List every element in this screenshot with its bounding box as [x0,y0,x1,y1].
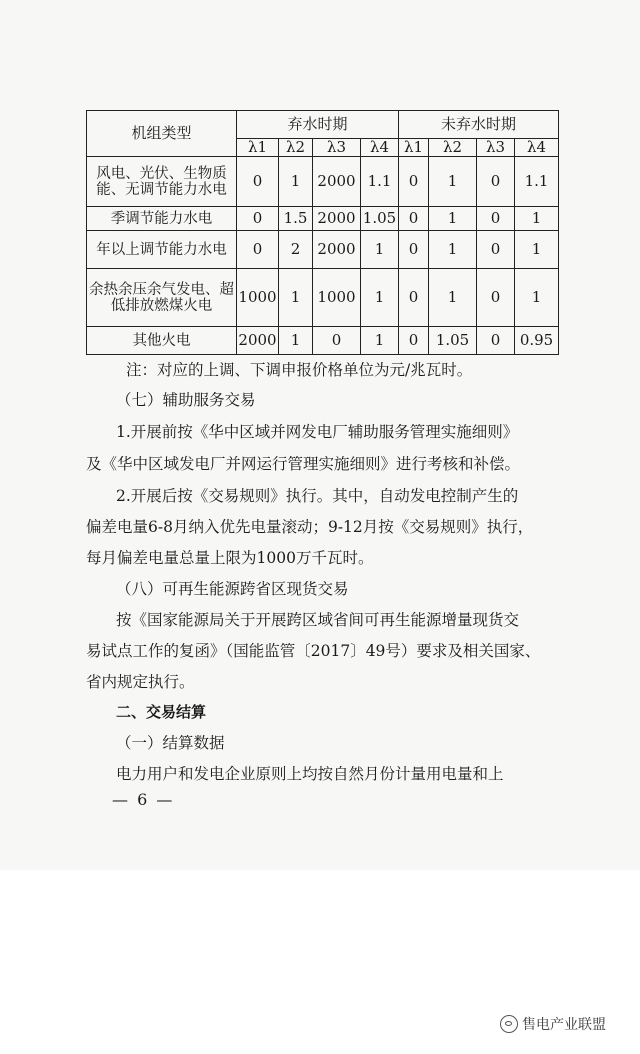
paragraph-line: 按《国家能源局关于开展跨区域省间可再生能源增量现货交 [116,611,520,629]
value-cell: 0 [399,231,429,269]
value-cell: 1 [515,207,559,231]
value-cell: 2000 [313,207,361,231]
value-cell: 1 [361,269,399,327]
value-cell: 0 [313,327,361,355]
lambda-header: λ4 [361,139,399,157]
subsection-heading: （一）结算数据 [116,734,225,752]
unit-type-cell: 年以上调节能力水电 [87,231,237,269]
value-cell: 0 [477,327,515,355]
value-cell: 0 [477,207,515,231]
lambda-header: λ1 [237,139,279,157]
value-cell: 2000 [313,157,361,207]
value-cell: 0 [477,231,515,269]
header-abandon-period: 弃水时期 [237,111,399,139]
value-cell: 1 [429,157,477,207]
wechat-watermark [500,1014,606,1034]
watermark-text: 售电产业联盟 [522,1017,606,1033]
value-cell: 1 [429,231,477,269]
paragraph-line: 偏差电量6-8月纳入优先电量滚动；9-12月按《交易规则》执行， [86,518,534,536]
wechat-icon [500,1015,518,1033]
paragraph-line: 2.开展后按《交易规则》执行。其中，自动发电控制产生的 [116,487,519,505]
value-cell: 1000 [313,269,361,327]
lambda-table [86,110,559,355]
value-cell: 0 [237,157,279,207]
value-cell: 2 [279,231,313,269]
value-cell: 0 [399,327,429,355]
page-number: — 6 — [112,790,175,809]
value-cell: 2000 [237,327,279,355]
lambda-header: λ3 [313,139,361,157]
value-cell: 2000 [313,231,361,269]
value-cell: 1 [279,157,313,207]
table-row [87,157,559,207]
header-non-abandon-period: 未弃水时期 [399,111,559,139]
section-heading-8: （八）可再生能源跨省区现货交易 [116,580,349,598]
unit-type-cell: 其他火电 [87,327,237,355]
coefficient-table [86,110,558,355]
value-cell: 0 [477,269,515,327]
value-cell: 0 [399,207,429,231]
unit-type-cell: 风电、光伏、生物质能、无调节能力水电 [87,157,237,207]
lambda-header: λ4 [515,139,559,157]
unit-type-cell: 余热余压余气发电、超低排放燃煤火电 [87,269,237,327]
lambda-header: λ2 [429,139,477,157]
header-unit-type: 机组类型 [87,111,237,157]
paragraph-line: 1.开展前按《华中区域并网发电厂辅助服务管理实施细则》 [116,423,519,441]
value-cell: 1 [279,327,313,355]
table-note: 注：对应的上调、下调申报价格单位为元/兆瓦时。 [126,361,473,379]
value-cell: 1 [515,231,559,269]
value-cell: 0 [237,231,279,269]
paragraph-line: 及《华中区域发电厂并网运行管理实施细则》进行考核和补偿。 [86,455,521,473]
lambda-header: λ2 [279,139,313,157]
value-cell: 0 [237,207,279,231]
value-cell: 1.5 [279,207,313,231]
section-heading-7: （七）辅助服务交易 [116,391,256,409]
value-cell: 1.1 [515,157,559,207]
value-cell: 0 [477,157,515,207]
value-cell: 1 [361,231,399,269]
table-row [87,269,559,327]
lambda-header: λ1 [399,139,429,157]
table-row [87,207,559,231]
value-cell: 1 [429,207,477,231]
paragraph-line: 每月偏差电量总量上限为1000万千瓦时。 [86,549,374,567]
table-row [87,231,559,269]
value-cell: 1.05 [429,327,477,355]
paragraph-line: 省内规定执行。 [86,673,195,691]
paragraph-line: 易试点工作的复函》（国能监管〔2017〕49号）要求及相关国家、 [86,642,541,660]
paragraph-line: 电力用户和发电企业原则上均按自然月份计量用电量和上 [116,765,504,783]
value-cell: 1.1 [361,157,399,207]
value-cell: 0.95 [515,327,559,355]
chapter-heading: 二、交易结算 [116,703,207,721]
lambda-header: λ3 [477,139,515,157]
table-row [87,327,559,355]
value-cell: 1 [361,327,399,355]
value-cell: 1.05 [361,207,399,231]
value-cell: 1 [515,269,559,327]
value-cell: 1000 [237,269,279,327]
value-cell: 1 [279,269,313,327]
unit-type-cell: 季调节能力水电 [87,207,237,231]
value-cell: 0 [399,269,429,327]
value-cell: 0 [399,157,429,207]
value-cell: 1 [429,269,477,327]
